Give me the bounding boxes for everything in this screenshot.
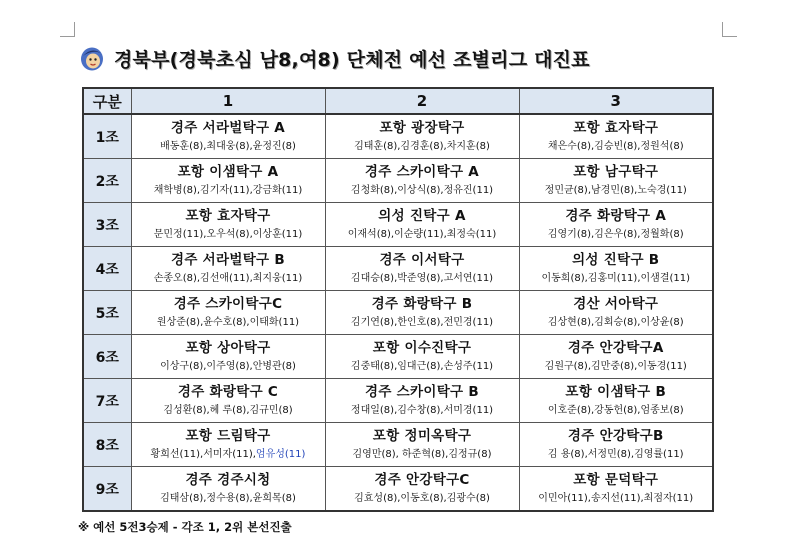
- header-col-1: 1: [131, 88, 325, 114]
- page-title: 경북부(경북초심 남8,여8) 단체전 예선 조별리그 대진표: [114, 48, 590, 71]
- team-cell: [131, 114, 325, 159]
- team-cell: [325, 423, 519, 467]
- mascot-face-icon: [78, 44, 106, 72]
- header-col-2: 2: [325, 88, 519, 114]
- team-name: 포항 이샘탁구 A: [177, 163, 279, 180]
- team-players: 정대일(8),김수창(8),서미경(11): [350, 404, 494, 416]
- team-cell: [131, 335, 325, 379]
- page-corner-mark-right: [722, 22, 737, 37]
- team-cell: [325, 114, 519, 159]
- team-name: 경주 화랑탁구 A: [565, 207, 667, 224]
- team-players: 김 용(8),서정민(8),김영률(11): [547, 448, 684, 460]
- table-row: [83, 335, 713, 379]
- footnote: ※ 예선 5전3승제 - 각조 1, 2위 본선진출: [78, 520, 292, 534]
- team-players: [132, 447, 325, 462]
- group-label: 5조: [83, 291, 131, 335]
- team-name: 경주 스카이탁구C: [173, 295, 283, 312]
- team-name: 포항 효자탁구: [185, 207, 271, 224]
- table-row: [83, 423, 713, 467]
- title-row: [78, 40, 590, 76]
- team-players: 이민아(11),송지선(11),최점자(11): [538, 492, 694, 504]
- team-name: 포항 드림탁구: [185, 427, 271, 444]
- team-cell: [325, 159, 519, 203]
- team-cell: [519, 159, 713, 203]
- team-players: 김태삼(8),정수용(8),윤희목(8): [160, 492, 296, 504]
- team-players: 채은수(8),김승빈(8),정원석(8): [547, 140, 684, 152]
- team-name: 경주 이서탁구: [379, 251, 465, 268]
- team-players: 손종오(8),김선애(11),최지웅(11): [153, 272, 303, 284]
- team-name: 포항 상아탁구: [185, 339, 271, 356]
- table-row: [83, 379, 713, 423]
- group-label: 6조: [83, 335, 131, 379]
- team-name: 포항 효자탁구: [573, 119, 659, 136]
- team-players: 김효성(8),이동호(8),김광수(8): [354, 492, 490, 504]
- team-cell: [131, 423, 325, 467]
- team-name: 포항 광장탁구: [379, 119, 465, 136]
- team-cell: [325, 291, 519, 335]
- team-players: 김영기(8),김은우(8),정월화(8): [547, 228, 684, 240]
- team-name: 포항 이샘탁구 B: [565, 383, 667, 400]
- team-cell: [519, 467, 713, 512]
- team-players: 김대승(8),박준영(8),고서연(11): [350, 272, 494, 284]
- team-name: 포항 정미옥탁구: [372, 427, 472, 444]
- header-col-3: 3: [519, 88, 713, 114]
- team-cell: [131, 291, 325, 335]
- bracket-table: [82, 87, 714, 512]
- table-row: [83, 467, 713, 512]
- team-cell: [325, 467, 519, 512]
- team-players: 채학병(8),김기자(11),강금화(11): [153, 184, 303, 196]
- table-row: [83, 159, 713, 203]
- table-row: [83, 247, 713, 291]
- team-cell: [519, 379, 713, 423]
- team-cell: [131, 379, 325, 423]
- team-cell: [519, 335, 713, 379]
- team-cell: [519, 203, 713, 247]
- team-name: 경주 안강탁구C: [374, 471, 470, 488]
- team-players: 김태훈(8),김경훈(8),차지훈(8): [354, 140, 490, 152]
- team-name: 포항 이수진탁구: [372, 339, 472, 356]
- group-label: 9조: [83, 467, 131, 512]
- group-label: 1조: [83, 114, 131, 159]
- team-cell: [325, 203, 519, 247]
- team-players: 이동희(8),김홍미(11),이샘결(11): [541, 272, 691, 284]
- team-name: 경산 서아탁구: [573, 295, 659, 312]
- team-name: 경주 화랑탁구 C: [177, 383, 279, 400]
- team-cell: [131, 467, 325, 512]
- team-players: 김기연(8),한인호(8),전민경(11): [350, 316, 494, 328]
- group-label: 3조: [83, 203, 131, 247]
- table-row: [83, 114, 713, 159]
- table-row: [83, 203, 713, 247]
- team-name: 의성 진탁구 B: [572, 251, 660, 268]
- team-players: 이상구(8),이주영(8),안병관(8): [160, 360, 296, 372]
- team-players: 김원구(8),김만중(8),이동경(11): [544, 360, 687, 372]
- team-cell: [519, 291, 713, 335]
- team-players: 정민균(8),남경민(8),노숙경(11): [544, 184, 687, 196]
- team-name: 경주 서라벌탁구 B: [171, 251, 285, 268]
- team-players: 김상현(8),김회승(8),이상윤(8): [547, 316, 684, 328]
- team-name: 경주 안강탁구B: [567, 427, 664, 444]
- team-cell: [519, 247, 713, 291]
- team-players: 문민정(11),오우석(8),이상훈(11): [153, 228, 303, 240]
- team-players: 김청화(8),이상식(8),정유진(11): [350, 184, 494, 196]
- team-name: 경주 서라벌탁구 A: [170, 119, 286, 136]
- group-label: 2조: [83, 159, 131, 203]
- team-cell: [131, 203, 325, 247]
- team-players: 김중태(8),임대근(8),손성주(11): [350, 360, 494, 372]
- team-cell: [325, 335, 519, 379]
- table-header-row: [83, 88, 713, 114]
- team-players: 원상준(8),윤수호(8),이태화(11): [156, 316, 300, 328]
- highlighted-player: 엄유성(11): [255, 448, 306, 460]
- team-cell: [131, 159, 325, 203]
- team-name: 경주 화랑탁구 B: [371, 295, 473, 312]
- page-corner-mark-left: [60, 22, 75, 37]
- team-name: 경주 스카이탁구 A: [364, 163, 480, 180]
- team-name: 포항 남구탁구: [573, 163, 659, 180]
- header-division: 구분: [83, 88, 131, 114]
- team-name: 의성 진탁구 A: [378, 207, 466, 224]
- team-cell: [519, 423, 713, 467]
- team-players: 김영만(8), 하준혁(8),김정규(8): [352, 448, 492, 460]
- players-text: 황희선(11),서미자(11),: [150, 448, 256, 460]
- team-players: 김성환(8),혜 루(8),김규민(8): [163, 404, 293, 416]
- group-label: 8조: [83, 423, 131, 467]
- team-name: 포항 문덕탁구: [573, 471, 659, 488]
- team-cell: [325, 379, 519, 423]
- group-label: 7조: [83, 379, 131, 423]
- team-cell: [325, 247, 519, 291]
- team-players: 이호준(8),강동헌(8),엄종보(8): [547, 404, 684, 416]
- team-cell: [131, 247, 325, 291]
- group-label: 4조: [83, 247, 131, 291]
- team-players: 배동훈(8),최대웅(8),윤정진(8): [160, 140, 296, 152]
- team-cell: [519, 114, 713, 159]
- team-name: 경주 스카이탁구 B: [365, 383, 479, 400]
- table-row: [83, 291, 713, 335]
- team-name: 경주 안강탁구A: [567, 339, 664, 356]
- team-name: 경주 경주시청: [185, 471, 271, 488]
- team-players: 이재석(8),이순량(11),최정숙(11): [347, 228, 497, 240]
